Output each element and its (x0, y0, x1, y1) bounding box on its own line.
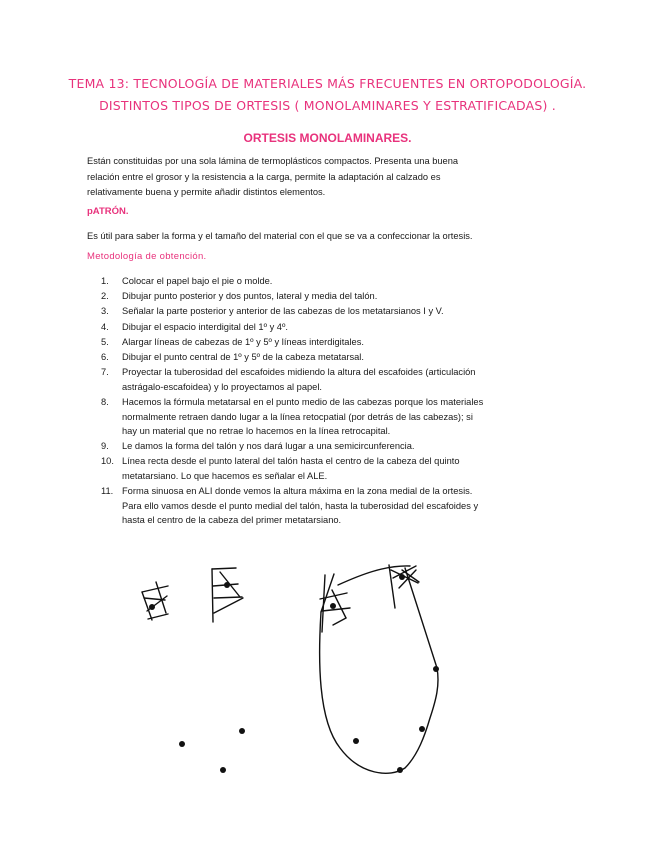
document-title-line-1: TEMA 13: TECNOLOGÍA DE MATERIALES MÁS FRECUENTES EN ORTOPODOLOGÍA. (68, 76, 587, 91)
step-number: 9. (101, 441, 109, 452)
step-number: 7. (101, 367, 109, 378)
metatarsal-mark-left (142, 582, 168, 620)
step-text-line: Para ello vamos desde el punto medial del talón, hasta la tuberosidad del escafoides y (122, 500, 479, 511)
step-number: 1. (101, 276, 109, 286)
step-text-line: metatarsiano. Lo que hacemos es señalar el ALE. (122, 471, 328, 482)
intro-line: relativamente buena y permite añadir distintos elementos. (87, 187, 326, 197)
step-text-line: Línea recta desde el punto lateral del talón hasta el centro de la cabeza del quinto (122, 456, 460, 467)
step-text-line: Colocar el papel bajo el pie o molde. (122, 276, 273, 286)
patron-paragraph: Es útil para saber la forma y el tamaño del material con el que se va a confeccionar la ortesis. (87, 231, 473, 241)
pattern-point (224, 582, 230, 588)
intro-line: Están constituidas por una sola lámina de termoplásticos compactos. Presenta una buena (87, 156, 459, 166)
step-item (87, 304, 527, 319)
step-text-line: Dibujar punto posterior y dos puntos, lateral y media del talón. (122, 291, 378, 302)
step-item (87, 395, 527, 439)
step-number: 5. (101, 336, 109, 347)
step-text-line: Hacemos la fórmula metatarsal en el punto medio de las cabezas porque los materiales (122, 396, 484, 407)
pattern-point (399, 574, 405, 580)
orthosis-outline (320, 565, 438, 773)
step-item (87, 274, 527, 289)
metatarsal-mark-right (212, 568, 243, 622)
step-item (87, 289, 527, 304)
step-item (87, 484, 527, 528)
pattern-point (433, 666, 439, 672)
pattern-point (397, 767, 403, 773)
step-item (87, 320, 527, 335)
step-text-line: Dibujar el espacio interdigital del 1º y 4º. (122, 321, 288, 332)
intro-paragraph (87, 154, 527, 201)
step-item (87, 365, 527, 394)
step-number: 6. (101, 351, 109, 362)
pattern-point (330, 603, 336, 609)
step-number: 8. (101, 396, 109, 407)
pattern-point (220, 767, 226, 773)
steps-list (87, 274, 527, 529)
step-number: 11. (101, 486, 114, 497)
pattern-point (419, 726, 425, 732)
step-text-line: hasta el centro de la cabeza del primer metatarsiano. (122, 515, 342, 526)
step-item (87, 350, 527, 365)
document-title-line-2: DISTINTOS TIPOS DE ORTESIS ( MONOLAMINARES Y ESTRATIFICADAS) . (99, 98, 556, 113)
step-text-line: Proyectar la tuberosidad del escafoides midiendo la altura del escafoides (articulación (122, 367, 476, 378)
pattern-point (353, 738, 359, 744)
pattern-point (149, 604, 155, 610)
step-number: 4. (101, 321, 109, 332)
pattern-point (179, 741, 185, 747)
step-text-line: Dibujar el punto central de 1º y 5º de la cabeza metatarsal. (122, 351, 364, 362)
step-number: 10. (101, 456, 114, 467)
step-text-line: normalmente retraen dando lugar a la línea retocpatial (por detrás de las cabezas); si (122, 411, 473, 422)
orthosis-pattern-drawing (0, 540, 655, 840)
step-item (87, 454, 527, 483)
pattern-point (239, 728, 245, 734)
step-number: 3. (101, 306, 109, 317)
patron-heading: pATRÓN. (87, 206, 129, 217)
step-item (87, 335, 527, 350)
step-text-line: Alargar líneas de cabezas de 1º y 5º y líneas interdigitales. (122, 336, 364, 347)
section-heading: ORTESIS MONOLAMINARES. (243, 131, 412, 145)
step-number: 2. (101, 291, 109, 302)
step-text-line: astrágalo-escafoidea) y lo proyectamos al papel. (122, 381, 322, 392)
step-text-line: Le damos la forma del talón y nos dará lugar a una semicircunferencia. (122, 441, 415, 452)
step-text-line: Forma sinuosa en ALI donde vemos la altura máxima en la zona medial de la ortesis. (122, 486, 473, 497)
step-text-line: Señalar la parte posterior y anterior de las cabezas de los metatarsianos I y V. (122, 306, 444, 317)
step-text-line: hay un material que no retrae lo hacemos en la línea retrocapital. (122, 426, 391, 437)
step-item (87, 439, 527, 454)
method-heading: Metodología de obtención. (87, 251, 207, 262)
intro-line: relación entre el grosor y la resistencia a la carga, permite la adaptación al calzado es (87, 171, 441, 182)
